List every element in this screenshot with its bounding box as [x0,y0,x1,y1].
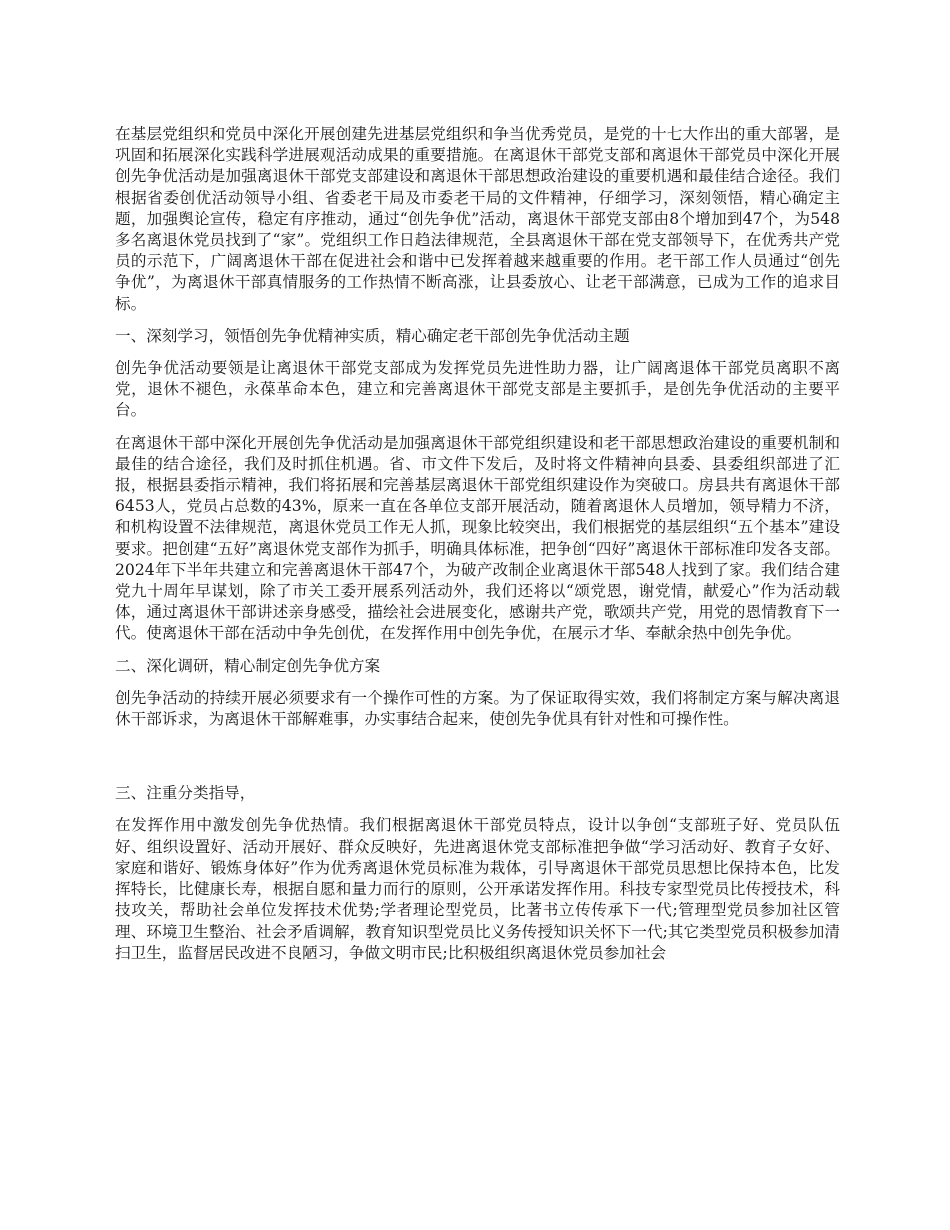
section-2-paragraph-1: 创先争活动的持续开展必须要求有一个操作可性的方案。为了保证取得实效，我们将制定方案与解决离退休干部诉求，为离退休干部解难事，办实事结合起来，使创先争优具有针对性和可操作性。 [115,688,840,729]
section-heading-3: 三、注重分类指导， [115,784,256,803]
intro-paragraph: 在基层党组织和党员中深化开展创建先进基层党组织和争当优秀党员，是党的十七大作出的重大部署，是巩固和拓展深化实践科学进展观活动成果的重要措施。在离退休干部党支部和离退休干部党员中深化开展创先争优活动是加强离退休干部党支部建设和离退休干部思想政治建设的重要机遇和最佳结合途径。我们根据省委创优活动领导小组、省委老干局及市委老干局的文件精神，仔细学习，深刻领悟，精心确定主题，加强舆论宣传，稳定有序推动，通过“创先争优”活动，离退休干部党支部由8个增加到47个，为548多名离退休党员找到了“家”。党组织工作日趋法律规范，全县离退休干部在党支部领导下，在优秀共产党员的示范下，广阔离退休干部在促进社会和谐中已发挥着越来越重要的作用。老干部工作人员通过“创先争优”，为离退休干部真情服务的工作热情不断高涨，让县委放心、让老干部满意，已成为工作的追求目标。 [115,125,840,313]
section-heading-2: 二、深化调研，精心制定创先争优方案 [115,656,381,675]
section-1-paragraph-1: 创先争优活动要领是让离退休干部党支部成为发挥党员先进性助力器，让广阔离退体干部党员离职不离党，退休不褪色，永葆革命本色，建立和完善离退休干部党支部是主要抓手，是创先争优活动的主要平台。 [115,359,840,420]
section-heading-1: 一、深刻学习，领悟创先争优精神实质，精心确定老干部创先争优活动主题 [115,326,630,345]
section-1-paragraph-2: 在离退休干部中深化开展创先争优活动是加强离退休干部党组织建设和老干部思想政治建设的重要机制和最佳的结合途径，我们及时抓住机遇。省、市文件下发后，及时将文件精神向县委、县委组织部进了汇报，根据县委指示精神，我们将拓展和完善基层离退休干部党组织建设作为突破口。房县共有离退休干部6453人，党员占总数的43%，原来一直在各单位支部开展活动，随着离退休人员增加，领导精力不济，和机构设置不法律规范，离退休党员工作无人抓，现象比较突出，我们根据党的基层组织“五个基本”建设要求。把创建“五好”离退休党支部作为抓手，明确具体标准，把争创“四好”离退休干部标准印发各支部。2024年下半年共建立和完善离退休干部47个，为破产改制企业离退休干部548人找到了家。我们结合建党九十周年早谋划，除了市关工委开展系列活动外，我们还将以“颂党恩，谢党情，献爱心”作为活动载体，通过离退休干部讲述亲身感受，描绘社会进展变化，感谢共产党，歌颂共产党，用党的恩情教育下一代。使离退休干部在活动中争先创优，在发挥作用中创先争优，在展示才华、奉献余热中创先争优。 [115,433,840,643]
document-body [115,124,840,975]
blank-space [115,741,840,783]
section-3-paragraph-1: 在发挥作用中激发创先争优热情。我们根据离退休干部党员特点，设计以争创“支部班子好、党员队伍好、组织设置好、活动开展好、群众反映好，先进离退休党支部标准把争做“学习活动好、教育子女好、家庭和谐好、锻炼身体好”作为优秀离退休党员标准为栽体，引导离退休干部党员思想比保持本色，比发挥特长，比健康长寿，根据自愿和量力而行的原则，公开承诺发挥作用。科技专家型党员比传授技术，科技攻关，帮助社会单位发挥技术优势;学者理论型党员，比著书立传传承下一代;管理型党员参加社区管理、环境卫生整治、社会矛盾调解，教育知识型党员比义务传授知识关怀下一代;其它类型党员积极参加清扫卫生，监督居民改进不良陋习，争做文明市民;比积极组织离退休党员参加社会 [115,816,840,962]
